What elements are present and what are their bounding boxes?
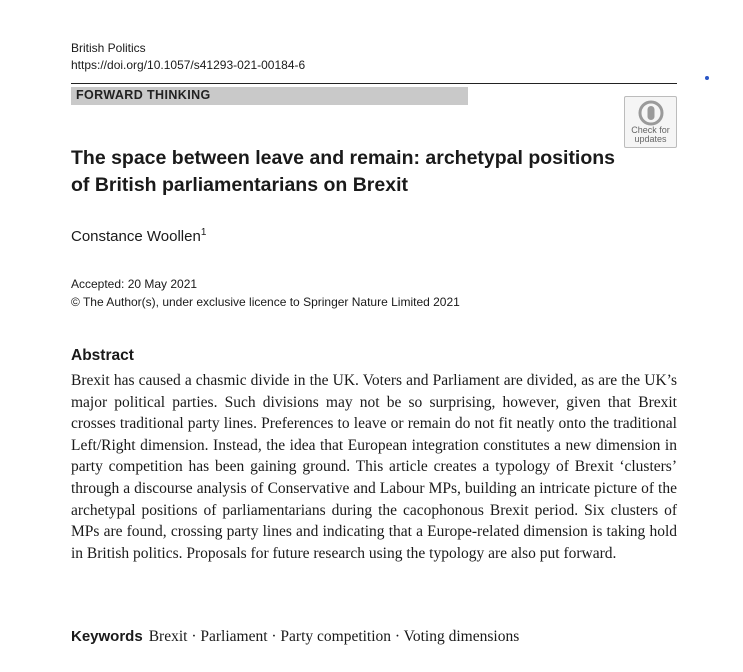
article-title: The space between leave and remain: archetypal positions of British parliamentarians on Brexit	[71, 147, 616, 196]
check-for-updates-badge[interactable]	[624, 96, 677, 148]
header-rule	[71, 83, 677, 84]
keywords-line	[71, 628, 519, 646]
badge-line1: Check for	[631, 125, 670, 135]
keywords-list: Brexit · Parliament · Party competition · Voting dimensions	[148, 628, 520, 645]
abstract-text: Brexit has caused a chasmic divide in the UK. Voters and Parliament are divided, as are the UK’s major political parties. Such divisions may not be so surprising, however, given that Brexit crosses traditional party lines. Preferences to leave or remain do not fit neatly onto the traditional Left/Right dimension. Instead, the idea that European integration constitutes a new dimension in party competition has been gaining ground. This article creates a typology of Brexit ‘clusters’ through a discourse analysis of Conservative and Labour MPs, building an intricate picture of the archetypal positions of parliamentarians during the cacophonous Brexit period. Six clusters of MPs are found, crossing party lines and indicating that a Europe-related dimension is taking hold in British politics. Proposals for future research using the typology are also put forward.	[71, 372, 677, 562]
journal-name: British Politics	[71, 41, 146, 55]
keywords-label: Keywords	[71, 628, 143, 645]
journal-info	[71, 40, 305, 74]
author-affiliation-marker[interactable]: 1	[200, 227, 207, 238]
doi-link[interactable]: https://doi.org/10.1057/s41293-021-00184-6	[71, 58, 306, 72]
article-meta	[71, 275, 460, 311]
author-line	[71, 227, 206, 245]
abstract-heading: Abstract	[71, 347, 134, 364]
badge-line2: updates	[634, 134, 667, 144]
author-name[interactable]: Constance Woollen	[71, 228, 201, 245]
section-label: FORWARD THINKING	[76, 88, 211, 102]
page-marker-dot	[705, 76, 709, 80]
check-updates-icon	[638, 100, 664, 126]
section-banner	[71, 87, 468, 105]
accepted-date: Accepted: 20 May 2021	[71, 277, 198, 291]
copyright-notice: © The Author(s), under exclusive licence to Springer Nature Limited 2021	[71, 295, 460, 309]
